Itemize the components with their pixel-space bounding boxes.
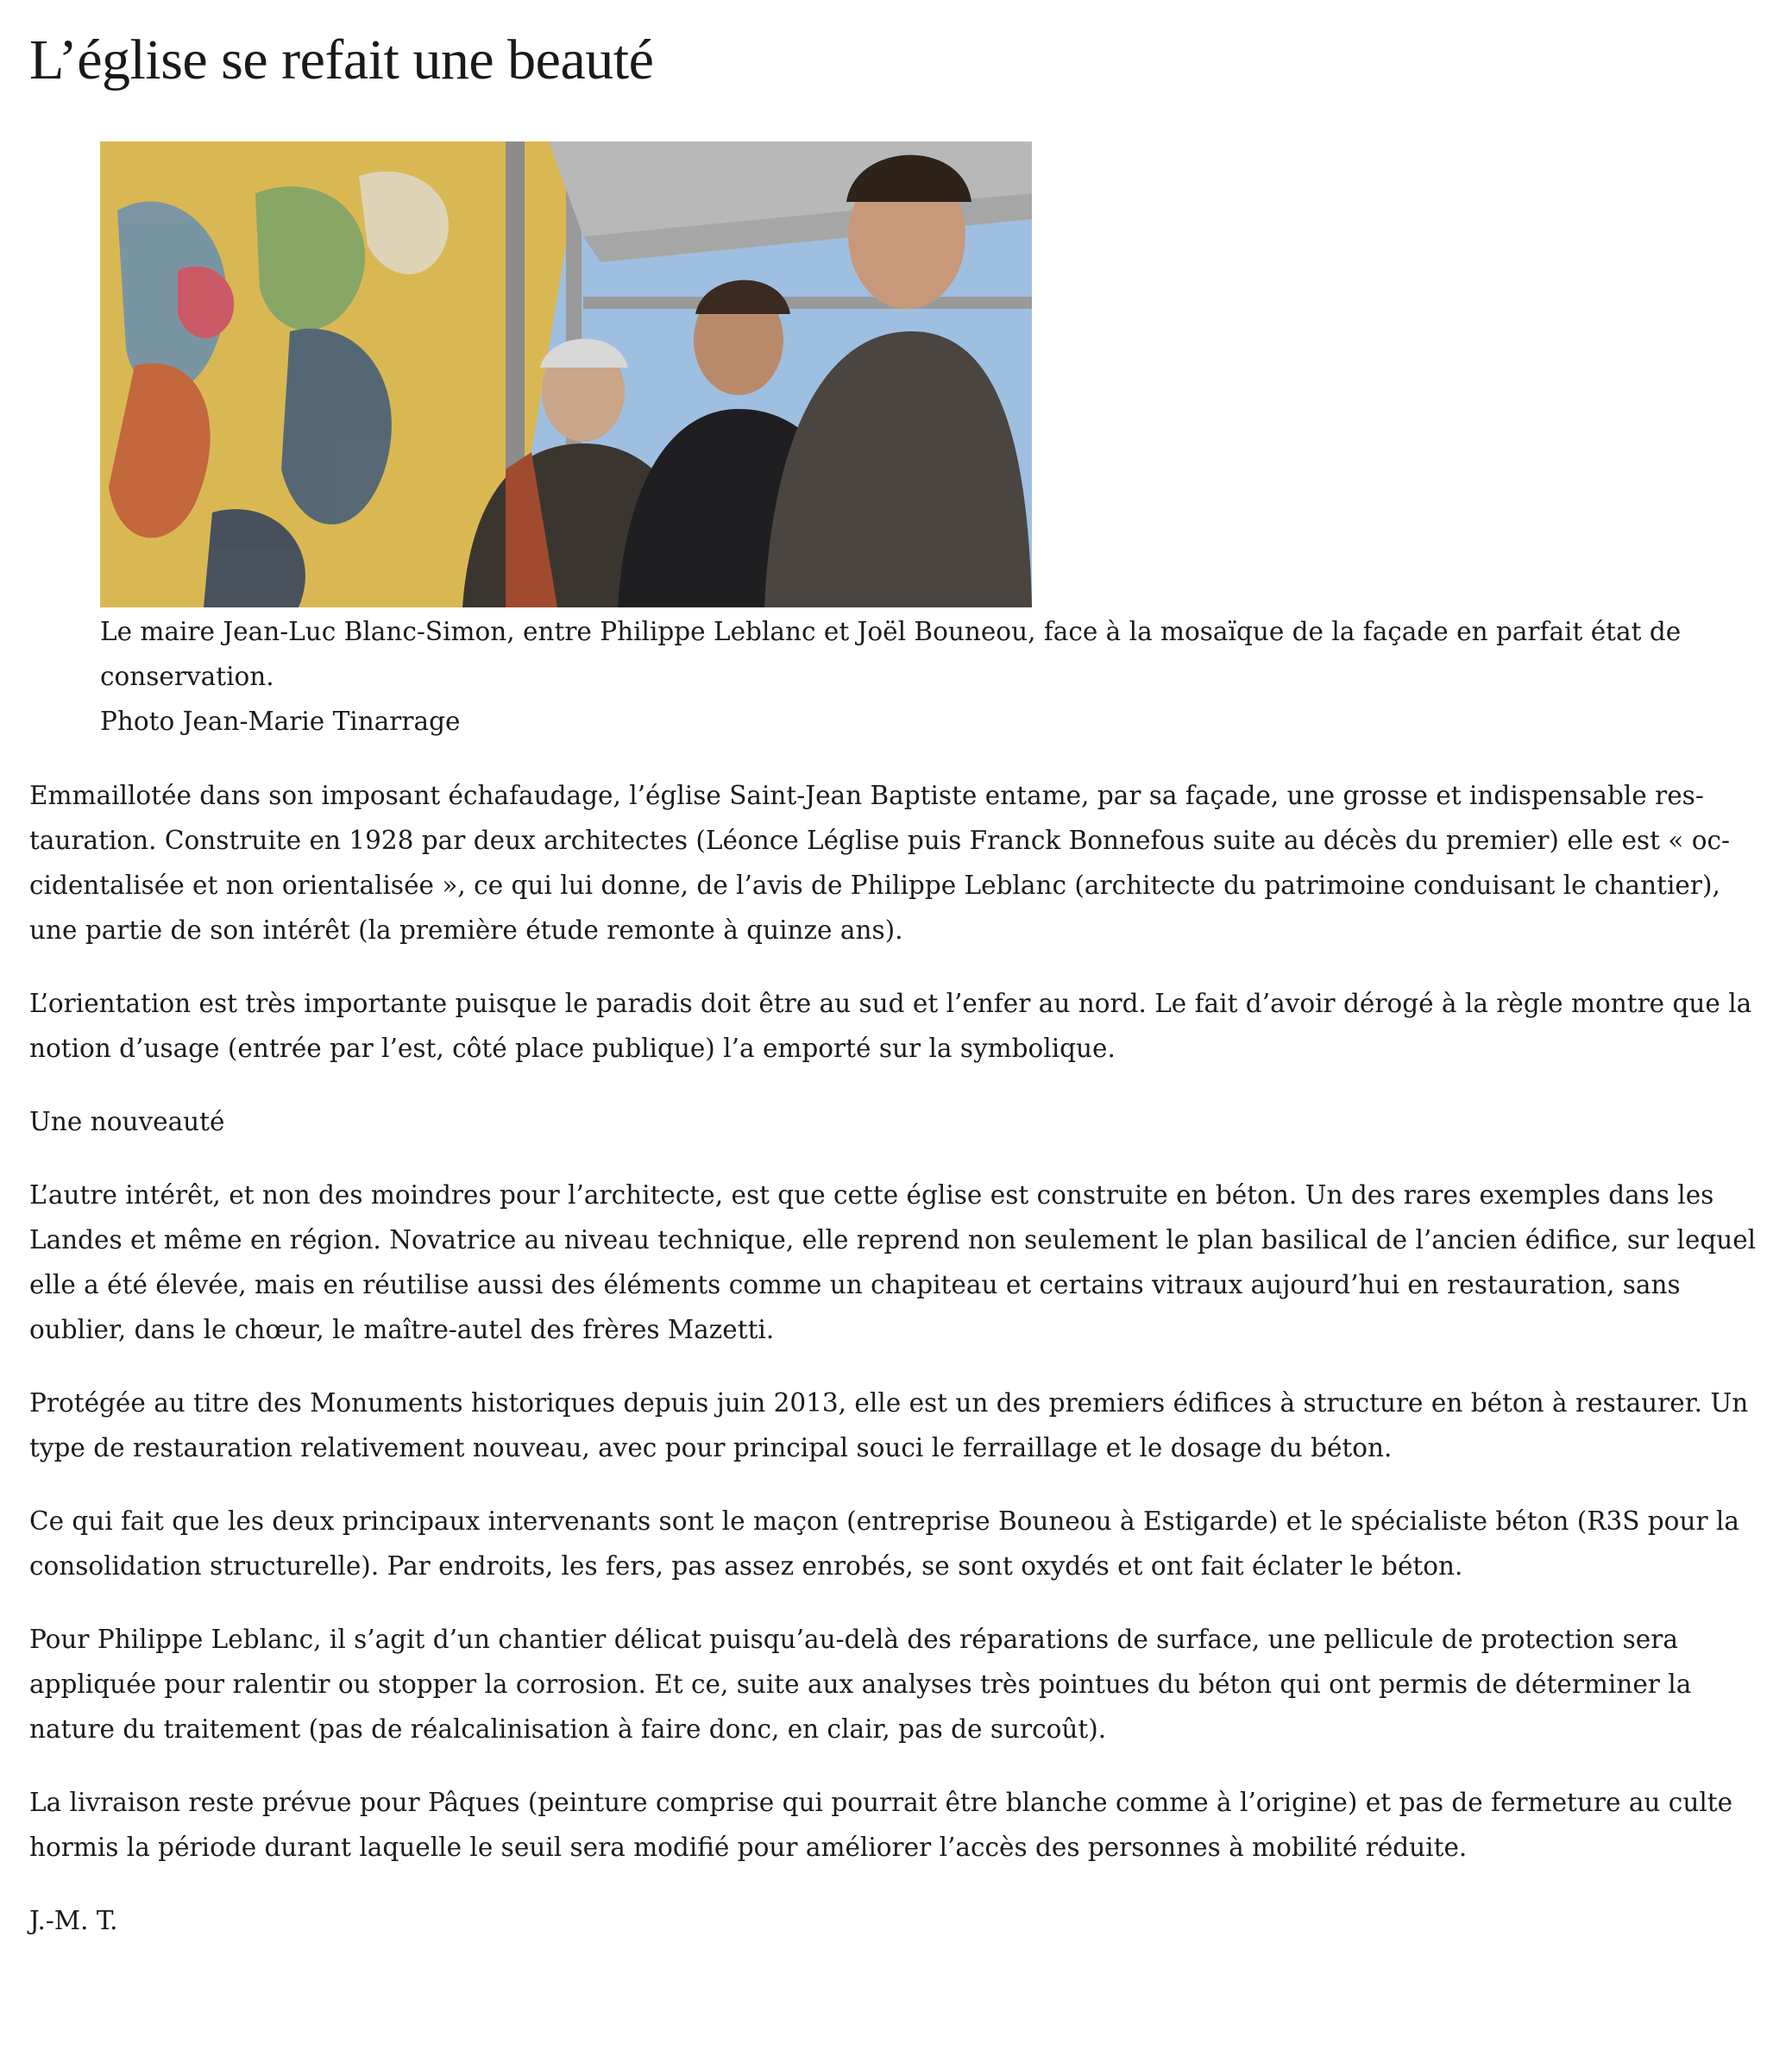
paragraph: Protégée au titre des Monuments historiques depuis juin 2013, elle est un des premiers édifices à structure en béton à restaurer. Un type de restauration relativement nouveau, avec pour principal souci le ferraillage et le dosage du béton. — [29, 1388, 1749, 1462]
paragraph: Ce qui fait que les deux principaux intervenants sont le maçon (entreprise Bouneou à Estigarde) et le spécialiste béton (R3S pour la consolidation structurelle). Par endroits, les fers, pas assez enrobés, se sont oxydés et ont fait éclater le béton. — [29, 1506, 1739, 1581]
article — [29, 0, 1764, 1972]
subheading: Une nouveauté — [29, 1107, 225, 1136]
paragraph: La livraison reste prévue pour Pâques (peinture comprise qui pourrait être blanche comme à l’origine) et pas de fermeture au culte hormis la période durant laquelle le seuil sera modifié pour améliorer l’accès des personnes à mobilité réduite. — [29, 1788, 1733, 1862]
paragraph: Emmaillotée dans son imposant échafaudage, l’église Saint-Jean Baptiste entame, par sa façade, une grosse et indispensable restauration. Construite en 1928 par deux architectes (Léonce Léglise puis Franck Bonnefous suite au décès du premier) elle est « occidentalisée et non orientalisée », ce qui lui donne, de l’avis de Philippe Leblanc (architecte du patrimoine conduisant le chantier), une partie de son intérêt (la première étude remonte à quinze ans). — [29, 781, 1730, 945]
photo-credit: Photo Jean-Marie Tinarrage — [100, 707, 461, 736]
article-body — [29, 773, 1764, 1943]
paragraph: L’autre intérêt, et non des moindres pour l’architecte, est que cette église est construite en béton. Un des rares exemples dans les Landes et même en région. Novatrice au niveau technique, elle reprend non seulement le plan basilical de l’ancien édifice, sur lequel elle a été élevée, mais en réutilise aussi des éléments comme un chapiteau et certains vitraux aujourd’hui en restauration, sans oublier, dans le chœur, le maître-autel des frères Mazetti. — [29, 1180, 1757, 1344]
photo-caption — [100, 609, 1739, 744]
paragraph: L’orientation est très importante puisque le paradis doit être au sud et l’enfer au nord. Le fait d’avoir dérogé à la règle montre que la notion d’usage (entrée par l’est, côté place publique) l’a emporté sur la symbolique. — [29, 989, 1752, 1063]
paragraph: Pour Philippe Leblanc, il s’agit d’un chantier délicat puisqu’au-delà des réparations de surface, une pellicule de protection sera appliquée pour ralentir ou stopper la corrosion. Et ce, suite aux analyses très pointues du béton qui ont permis de déterminer la nature du traitement (pas de réalcalinisation à faire donc, en clair, pas de surcoût). — [29, 1625, 1692, 1744]
author-initials: J.-M. T. — [29, 1906, 118, 1935]
article-photo — [100, 141, 1032, 607]
article-figure — [100, 141, 1739, 744]
caption-text: Le maire Jean-Luc Blanc-Simon, entre Philippe Leblanc et Joël Bouneou, face à la mosaïque de la façade en parfait état de conservation. — [100, 617, 1682, 691]
article-title: L’église se refait une beauté — [29, 28, 654, 91]
